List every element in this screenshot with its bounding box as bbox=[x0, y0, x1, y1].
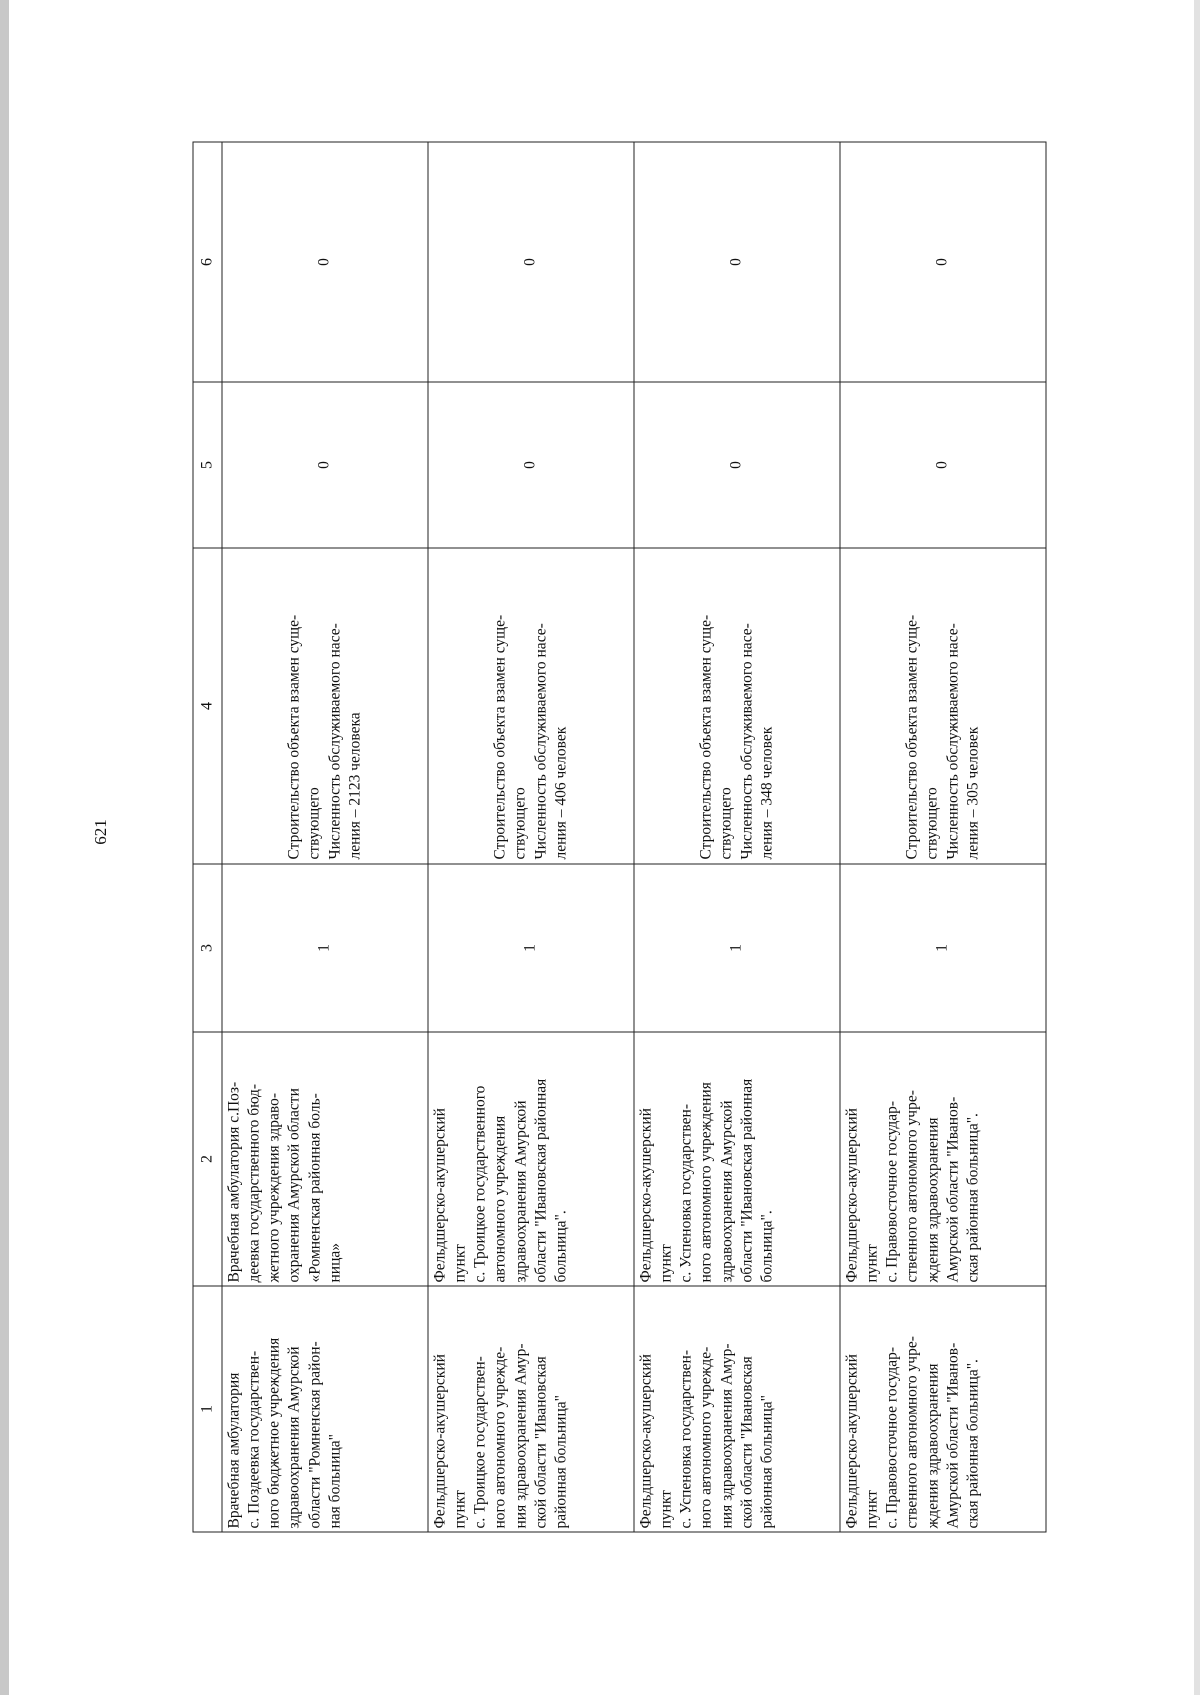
cell-text-line: охранения Амурской области bbox=[285, 1087, 303, 1282]
cell-text-line: Фельдшерско-акушерский bbox=[843, 1107, 861, 1282]
cell-text-line: больница". bbox=[552, 1209, 570, 1282]
cell-text-line: ской области "Ивановская bbox=[532, 1355, 550, 1528]
cell-text-line: с. Поздеевка государствен- bbox=[245, 1350, 263, 1528]
cell-text-line: Численность обслуживаемого насе- bbox=[532, 622, 549, 859]
cell-text-line: деевка государственного бюд- bbox=[245, 1083, 263, 1282]
cell-text-line: жетного учреждения здраво- bbox=[265, 1092, 283, 1282]
cell-text-line: ного автономного учрежде- bbox=[697, 1346, 715, 1528]
column-header-1: 1 bbox=[193, 1286, 222, 1532]
cell-text-line: ного бюджетное учреждения bbox=[265, 1337, 283, 1528]
value-cell-5: 0 bbox=[428, 382, 634, 548]
cell-text-line: здравоохранения Амурской bbox=[285, 1345, 303, 1528]
scan-left-edge bbox=[0, 0, 9, 1695]
cell-text-line: ственного автономного учре- bbox=[903, 1089, 921, 1282]
construction-note-cell bbox=[222, 548, 428, 864]
cell-text-line: ния здравоохранения Амур- bbox=[718, 1342, 736, 1528]
cell-text-line: ствующего bbox=[923, 786, 941, 859]
cell-text-line: ствующего bbox=[511, 786, 529, 859]
cell-text-line: ления – 2123 человека bbox=[346, 711, 364, 859]
cell-text-line: пункт bbox=[657, 1489, 675, 1528]
table-row bbox=[428, 142, 634, 1532]
value-cell-6: 0 bbox=[428, 142, 634, 382]
column-header-5: 5 bbox=[193, 382, 222, 548]
page-number bbox=[91, 819, 111, 845]
cell-text-line: Строительство объекта взамен суще- bbox=[285, 614, 303, 859]
cell-text-line: Численность обслуживаемого насе- bbox=[944, 622, 961, 859]
cell-text-line: с. Правовосточное государ- bbox=[883, 1346, 901, 1528]
cell-text-line: районная больница" bbox=[552, 1394, 570, 1528]
table-row bbox=[840, 142, 1046, 1532]
cell-text-line: ждения здравоохранения bbox=[924, 1116, 942, 1282]
quantity-cell: 1 bbox=[222, 864, 428, 1032]
facility-name-cell bbox=[840, 1286, 1046, 1532]
cell-text-line: Численность обслуживаемого насе- bbox=[738, 622, 755, 859]
cell-text-line: Амурской области "Иванов- bbox=[944, 1096, 962, 1282]
value-cell-6: 0 bbox=[222, 142, 428, 382]
cell-text-line: с. Правовосточное государ- bbox=[883, 1100, 901, 1282]
cell-text-line: Фельдшерско-акушерский bbox=[431, 1107, 449, 1282]
cell-text-line: ного автономного учреждения bbox=[697, 1081, 715, 1282]
cell-text-line: здравоохранения Амурской bbox=[718, 1099, 736, 1282]
cell-text-line: Фельдшерско-акушерский bbox=[637, 1353, 655, 1528]
cell-text-line: пункт bbox=[451, 1489, 469, 1528]
cell-text-line: Фельдшерско-акушерский bbox=[637, 1107, 655, 1282]
scan-right-edge bbox=[1194, 0, 1200, 1695]
facility-description-cell bbox=[634, 1032, 840, 1286]
cell-text-line: Строительство объекта взамен суще- bbox=[491, 614, 509, 859]
cell-text-line: пункт bbox=[451, 1243, 469, 1282]
cell-text-line: Фельдшерско-акушерский bbox=[431, 1353, 449, 1528]
column-header-2: 2 bbox=[193, 1032, 222, 1286]
column-header-6: 6 bbox=[193, 142, 222, 382]
cell-text-line: с. Троицкое государствен- bbox=[471, 1355, 489, 1528]
cell-text-line: области "Ромненская район- bbox=[306, 1340, 324, 1528]
cell-text-line: ная больница" bbox=[326, 1433, 344, 1528]
cell-text-line: Строительство объекта взамен суще- bbox=[697, 614, 715, 859]
table-row bbox=[222, 142, 428, 1532]
value-cell-5: 0 bbox=[840, 382, 1046, 548]
quantity-cell: 1 bbox=[634, 864, 840, 1032]
cell-text-line: Численность обслуживаемого насе- bbox=[326, 622, 343, 859]
cell-text-line: ской области "Ивановская bbox=[738, 1355, 756, 1528]
cell-text-line: Врачебная амбулатория bbox=[225, 1372, 243, 1528]
cell-text-line: пункт bbox=[863, 1489, 881, 1528]
quantity-cell: 1 bbox=[428, 864, 634, 1032]
facility-name-cell bbox=[222, 1286, 428, 1532]
cell-text-line: автономного учреждения bbox=[491, 1115, 509, 1282]
cell-text-line: с. Успеновка государствен- bbox=[677, 1349, 695, 1528]
column-header-3: 3 bbox=[193, 864, 222, 1032]
cell-text-line: ствующего bbox=[305, 786, 323, 859]
value-cell-6: 0 bbox=[634, 142, 840, 382]
cell-text-line: «Ромненская районная боль- bbox=[306, 1092, 324, 1282]
page-number-text: 621 bbox=[91, 819, 110, 845]
cell-text-line: ного автономного учрежде- bbox=[491, 1346, 509, 1528]
cell-text-line: ствующего bbox=[717, 786, 735, 859]
cell-text-line: пункт bbox=[863, 1243, 881, 1282]
cell-text-line: Фельдшерско-акушерский bbox=[843, 1353, 861, 1528]
cell-text-line: ская районная больница". bbox=[964, 1358, 982, 1528]
cell-text-line: ская районная больница". bbox=[964, 1112, 982, 1282]
cell-text-line: Строительство объекта взамен суще- bbox=[903, 614, 921, 859]
cell-text-line: ственного автономного учре- bbox=[903, 1335, 921, 1528]
facility-description-cell bbox=[222, 1032, 428, 1286]
rotated-table-container bbox=[193, 142, 1024, 1532]
cell-text-line: районная больница" bbox=[758, 1394, 776, 1528]
cell-text-line: с. Успеновка государствен- bbox=[677, 1103, 695, 1282]
cell-text-line: ления – 348 человек bbox=[758, 726, 776, 859]
facility-description-cell bbox=[840, 1032, 1046, 1286]
construction-note-cell bbox=[634, 548, 840, 864]
cell-text-line: области "Ивановская районная bbox=[532, 1078, 550, 1282]
facility-description-cell bbox=[428, 1032, 634, 1286]
quantity-cell: 1 bbox=[840, 864, 1046, 1032]
cell-text-line: ждения здравоохранения bbox=[924, 1362, 942, 1528]
table-row bbox=[634, 142, 840, 1532]
cell-text-line: больница". bbox=[758, 1209, 776, 1282]
value-cell-5: 0 bbox=[222, 382, 428, 548]
cell-text-line: ния здравоохранения Амур- bbox=[512, 1342, 530, 1528]
construction-note-cell bbox=[428, 548, 634, 864]
cell-text-line: пункт bbox=[657, 1243, 675, 1282]
facilities-table bbox=[193, 141, 1047, 1532]
cell-text-line: области "Ивановская районная bbox=[738, 1078, 756, 1282]
column-header-4: 4 bbox=[193, 548, 222, 864]
cell-text-line: ления – 406 человек bbox=[552, 726, 570, 859]
value-cell-6: 0 bbox=[840, 142, 1046, 382]
cell-text-line: Амурской области "Иванов- bbox=[944, 1342, 962, 1528]
cell-text-line: здравоохранения Амурской bbox=[512, 1099, 530, 1282]
construction-note-cell bbox=[840, 548, 1046, 864]
facility-name-cell bbox=[634, 1286, 840, 1532]
cell-text-line: Врачебная амбулатория с.Поз- bbox=[225, 1081, 243, 1282]
cell-text-line: ления – 305 человек bbox=[964, 726, 982, 859]
table-header-row bbox=[193, 142, 222, 1532]
cell-text-line: ница» bbox=[326, 1242, 344, 1282]
facility-name-cell bbox=[428, 1286, 634, 1532]
cell-text-line: с. Троицкое государственного bbox=[471, 1085, 489, 1282]
value-cell-5: 0 bbox=[634, 382, 840, 548]
